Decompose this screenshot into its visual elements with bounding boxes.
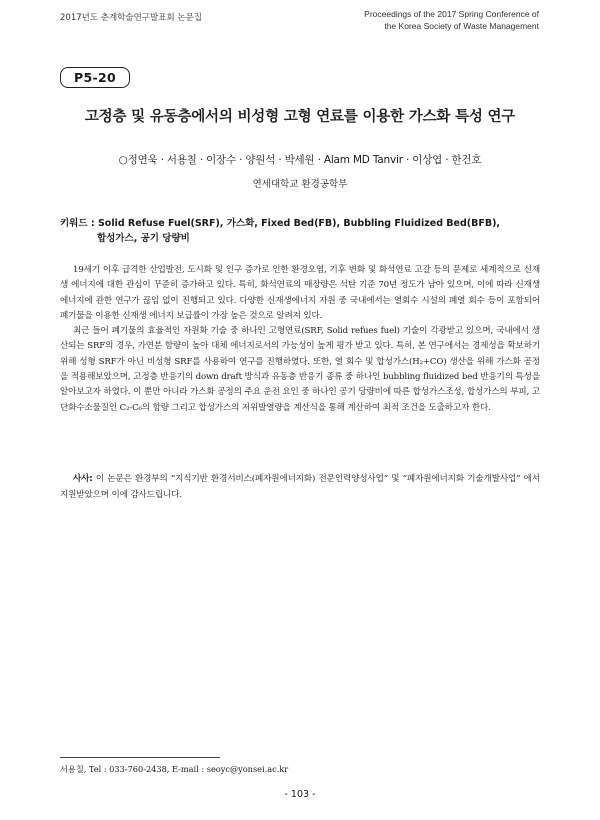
abstract-body xyxy=(60,263,540,416)
affiliation: 연세대학교 환경공학부 xyxy=(252,179,348,190)
paper-code: P5-20 xyxy=(74,70,116,85)
body-paragraph-2: 최근 들어 폐기물의 효율적인 자원화 기술 중 하나인 고형연료(SRF, Solid refues fuel) 기술이 각광받고 있으며, 국내에서 생산되는 SRF의 경우, 가연분 함량이 높아 대체 에너지로서의 가능성이 높게 평가 받고 있다. 특히, 본 연구에서는 경제성을 확보하기 위해 성형 SRF가 아닌 비성형 SRF를 사용하여 연구를 진행하였다. 또한, 열 회수 및 합성가스(H₂+CO) 생산을 위해 가스화 공정을 적용해보았으며, 고정층 반응기의 down draft 방식과 유동층 반응기 종류 중 하나인 bubbling fluidized bed 반응기의 특성을 알아보고자 하였다. 이 뿐만 아니라 가스화 공정의 주요 운전 요인 중 하나인 공기 당량비에 따른 합성가스조성, 합성가스의 부피, 고 단화수소물질인 C₂-C₆의 함량 그리고 합성가스의 저위발열량을 계산식을 통해 계산하여 최적 조건을 도출하고자 한다. xyxy=(60,326,540,413)
author-list: ○정연욱 · 서용칠 · 이장수 · 양원석 · 박세원 · Alam MD Tanvir · 이상엽 · 한건호 xyxy=(118,154,482,166)
acknowledgement-text: 이 논문은 환경부의 “지식기반 환경서비스(폐자원에너지화) 전문인력양성사업” 및 “폐자원에너지화 기술개발사업” 에서 지원받았으며 이에 감사드립니다. xyxy=(60,474,540,500)
acknowledgement-label: 사사: xyxy=(73,474,93,484)
running-header-right xyxy=(279,9,539,32)
page-number: - 103 - xyxy=(284,789,316,800)
body-paragraph-1: 19세기 이후 급격한 산업발전, 도시화 및 인구 증가로 인한 환경오염, 기후 변화 및 화석연료 고갈 등의 문제로 세계적으로 신재생 에너지에 대한 관심이 꾸준히 증가하고 있다. 특히, 화석연료의 매장량은 석탄 기준 70년 정도가 남아 있으며, 이에 따라 신재생 에너지에 관한 연구가 끊임 없이 진행되고 있다. 다양한 신재생에너지 자원 중 국내에서는 열회수 시설의 폐열 회수 등이 포함되어 폐기물을 이용한 신재생 에너지 보급률이 가장 높은 것으로 알려져 있다. xyxy=(60,265,540,321)
paper-code-badge xyxy=(60,67,130,88)
keywords-line-1: 키워드 : Solid Refuse Fuel(SRF), 가스화, Fixed Bed(FB), Bubbling Fluidized Bed(BFB), xyxy=(60,218,501,229)
running-header-left: 2017년도 춘계학술연구발표회 논문집 xyxy=(60,13,202,23)
keywords xyxy=(60,216,542,246)
footnote-rule xyxy=(60,757,220,758)
running-header-right-line-1: Proceedings of the 2017 Spring Conference of xyxy=(364,9,539,19)
keywords-line-2: 합성가스, 공기 당량비 xyxy=(97,233,190,244)
corresponding-author-footnote: 서용칠, Tel : 033-760-2438, E-mail : seoyc@yonsei.ac.kr xyxy=(60,764,289,774)
paper-title: 고정층 및 유동층에서의 비성형 고형 연료를 이용한 가스화 특성 연구 xyxy=(84,109,516,125)
acknowledgement xyxy=(60,471,540,503)
running-header-right-line-2: the Korea Society of Waste Management xyxy=(384,20,539,31)
